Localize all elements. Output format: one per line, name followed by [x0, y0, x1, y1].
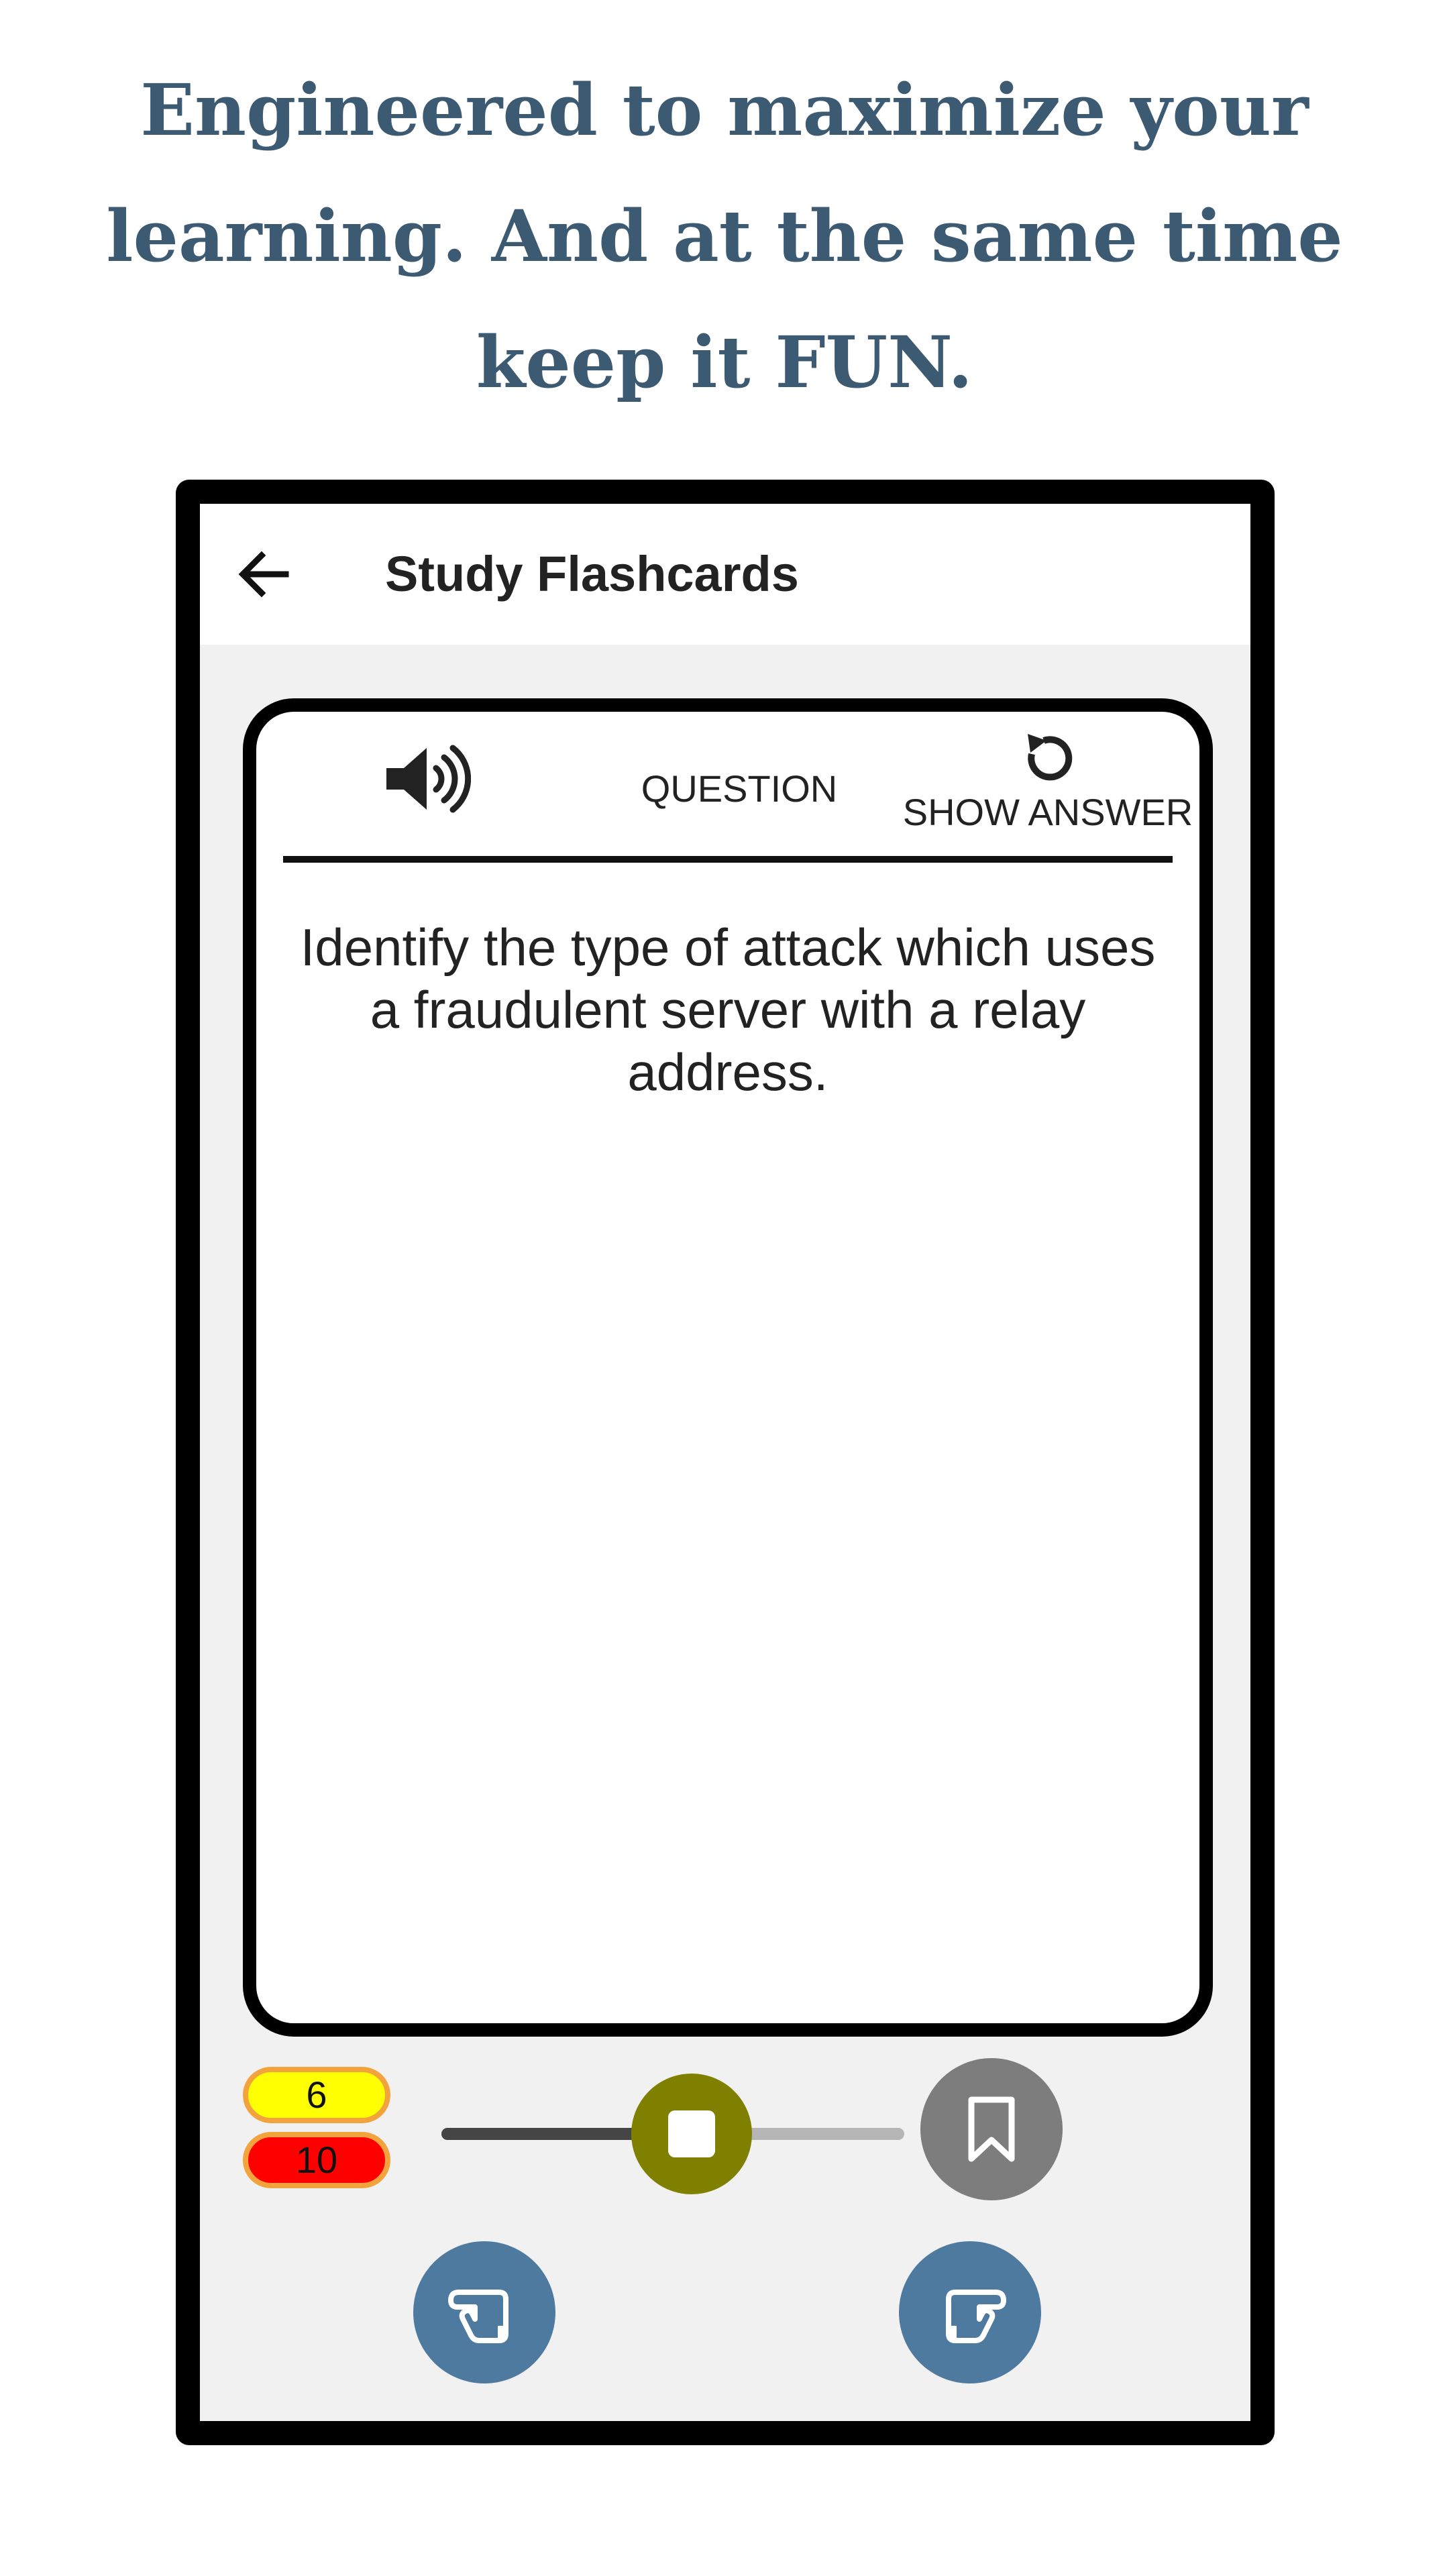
show-answer-button[interactable]	[900, 722, 1195, 856]
show-answer-label: SHOW ANSWER	[902, 791, 1193, 833]
phone-frame	[176, 480, 1275, 2445]
app-screen	[200, 504, 1250, 2421]
unknown-count-badge: 10	[243, 2132, 390, 2188]
know-button[interactable]	[899, 2241, 1041, 2383]
bookmark-icon	[965, 2096, 1018, 2163]
known-count-badge: 6	[243, 2067, 390, 2123]
promo-heading: Engineered to maximize your learning. And at the same time keep it FUN.	[106, 68, 1343, 404]
hand-pointing-right-icon	[930, 2272, 1010, 2353]
stop-icon	[668, 2110, 715, 2157]
flashcard[interactable]	[243, 698, 1213, 2037]
card-divider	[283, 856, 1173, 863]
hand-pointing-left-icon	[444, 2272, 525, 2353]
card-side-label: QUESTION	[641, 767, 838, 810]
app-bar	[200, 504, 1250, 645]
page-title: Study Flashcards	[385, 546, 799, 602]
back-button[interactable]	[231, 541, 298, 608]
progress-thumb[interactable]	[631, 2074, 752, 2194]
rotate-ccw-icon	[1016, 727, 1080, 792]
bookmark-button[interactable]	[920, 2058, 1063, 2200]
dont-know-button[interactable]	[413, 2241, 555, 2383]
speaker-icon	[377, 739, 471, 819]
speaker-button[interactable]	[377, 739, 471, 819]
arrow-left-icon	[231, 541, 298, 608]
question-text: Identify the type of attack which uses a fraudulent server with a relay address.	[300, 918, 1156, 1102]
